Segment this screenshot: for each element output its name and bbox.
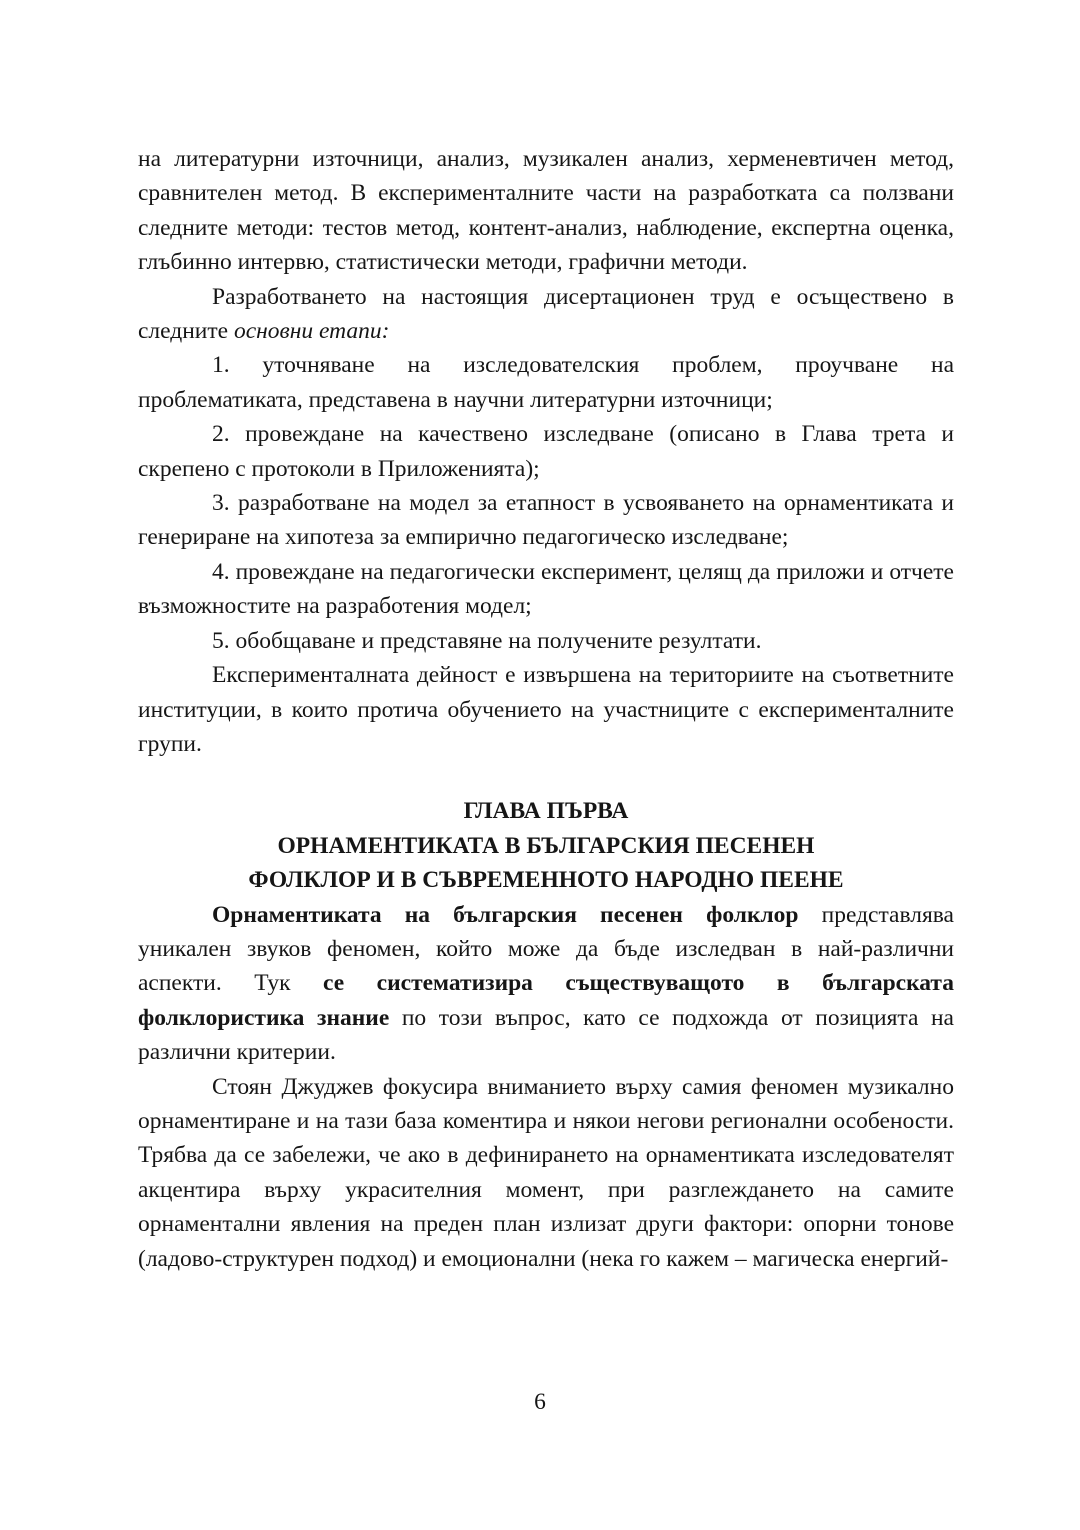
stage-item-4: 4. провеждане на педагогически експеримент, целящ да приложи и отчете възможностите на разработения модел; [138, 558, 954, 620]
chapter-label: ГЛАВА ПЪРВА [463, 798, 629, 825]
body-text [138, 142, 954, 761]
document-page [138, 142, 954, 1276]
chapter-paragraph-1-bold-start: Орнаментиката на българския песенен фолклор [212, 901, 799, 928]
stages-intro-text: Разработването на настоящия дисертационен труд е осъществено в следните [138, 283, 954, 345]
page-number: 6 [534, 1389, 546, 1415]
chapter-paragraph-1-bold-mid: се систематизира съществуващото в българската фолклористика знание [138, 970, 954, 1031]
chapter-heading [138, 794, 954, 897]
chapter-paragraph-1 [138, 898, 954, 1070]
stage-item-1: 1. уточняване на изследователския проблем, проучване на проблематиката, представена в научни литературни източници; [138, 352, 954, 413]
chapter-title-line-1: ОРНАМЕНТИКАТА В БЪЛГАРСКИЯ ПЕСЕНЕН [277, 832, 815, 859]
chapter-title-line-2: ФОЛКЛОР И В СЪВРЕМЕННОТО НАРОДНО ПЕЕНЕ [248, 867, 844, 894]
stage-item-2: 2. провеждане на качествено изследване (описано в Глава трета и скрепено с протоколи в Приложенията); [138, 421, 954, 482]
chapter-paragraph-1-text-end: по този въпрос, като се подхожда от позицията на различни критерии. [138, 1004, 954, 1066]
experimental-paragraph: Експерименталната дейност е извършена на териториите на съответните институции, в които протича обучението на участниците с експерименталните групи. [138, 662, 954, 757]
chapter-paragraph-2: Стоян Джуджев фокусира вниманието върху самия феномен музикално орнаментиране и на тази база коментира и някои негови регионални особености. Трябва да се забележи, че ако в дефинирането на орнаментиката изследователят акцентира върху украсителния момент, при разглеждането на самите орнаментални явления на преден план излизат други фактори: опорни тонове (ладово-структурен подход) и емоционални (нека го кажем – магическа енергий- [138, 1073, 954, 1272]
chapter-paragraph-1-text-mid: представлява уникален звуков феномен, който може да бъде изследван в най-различни аспекти. Тук [138, 901, 954, 997]
stages-intro-emphasis: основни етапи: [233, 318, 390, 345]
stage-item-5: 5. обобщаване и представяне на получените резултати. [212, 627, 762, 654]
stages-intro-paragraph [138, 280, 954, 349]
chapter-body-text [138, 898, 954, 1276]
intro-paragraph: на литературни източници, анализ, музикален анализ, херменевтичен метод, сравнителен метод. В експерименталните части на разработката са ползвани следните методи: тестов метод, контент-анализ, наблюдение, експертна оценка, глъбинно интервю, статистически методи, графични методи. [138, 146, 954, 276]
stage-item-3: 3. разработване на модел за етапност в усвояването на орнаментиката и генериране на хипотеза за емпирично педагогическо изследване; [138, 490, 954, 551]
